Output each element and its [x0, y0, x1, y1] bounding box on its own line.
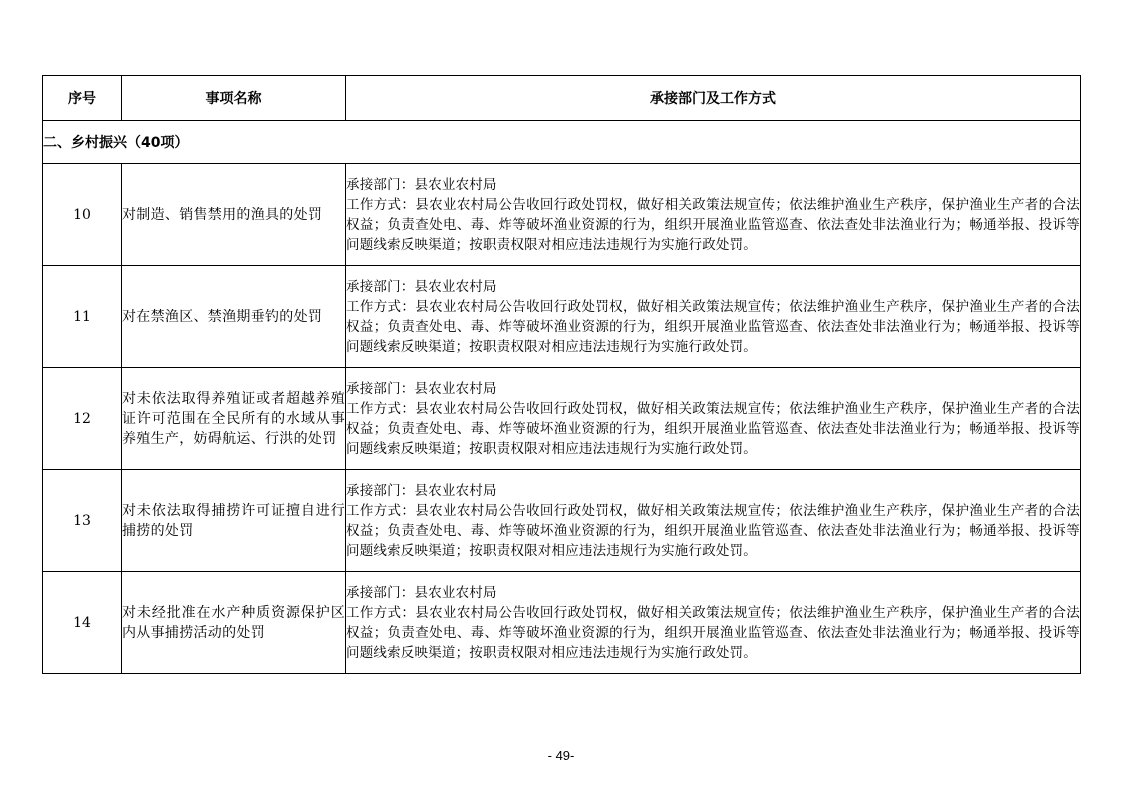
page-number: - 49-	[547, 748, 575, 763]
dept-line: 承接部门：县农业农村局	[346, 176, 497, 193]
dept-line: 承接部门：县农业农村局	[346, 584, 497, 601]
method-text: 工作方式：县农业农村局公告收回行政处罚权，做好相关政策法规宣传；依法维护渔业生产秩序，保护渔业生产者的合法权益；负责查处电、毒、炸等破坏渔业资源的行为，组织开展渔业监管巡查、依法查处非法渔业行为；畅通举报、投诉等问题线索反映渠道；按职责权限对相应违法违规行为实施行政处罚。	[346, 298, 1080, 355]
method-text: 工作方式：县农业农村局公告收回行政处罚权，做好相关政策法规宣传；依法维护渔业生产秩序，保护渔业生产者的合法权益；负责查处电、毒、炸等破坏渔业资源的行为，组织开展渔业监管巡查、依法查处非法渔业行为；畅通举报、投诉等问题线索反映渠道；按职责权限对相应违法违规行为实施行政处罚。	[346, 196, 1080, 253]
table-row	[43, 572, 1081, 674]
item-name: 对未依法取得捕捞许可证擅自进行捕捞的处罚	[122, 470, 346, 572]
header-name: 事项名称	[122, 76, 346, 121]
method-text: 工作方式：县农业农村局公告收回行政处罚权，做好相关政策法规宣传；依法维护渔业生产秩序，保护渔业生产者的合法权益；负责查处电、毒、炸等破坏渔业资源的行为，组织开展渔业监管巡查、依法查处非法渔业行为；畅通举报、投诉等问题线索反映渠道；按职责权限对相应违法违规行为实施行政处罚。	[346, 502, 1080, 559]
header-row	[43, 76, 1081, 121]
table-row	[43, 266, 1081, 368]
table-row	[43, 164, 1081, 266]
header-no: 序号	[43, 76, 122, 121]
section-title: 二、乡村振兴（40项）	[43, 121, 1081, 164]
method-text: 工作方式：县农业农村局公告收回行政处罚权，做好相关政策法规宣传；依法维护渔业生产秩序，保护渔业生产者的合法权益；负责查处电、毒、炸等破坏渔业资源的行为，组织开展渔业监管巡查、依法查处非法渔业行为；畅通举报、投诉等问题线索反映渠道；按职责权限对相应违法违规行为实施行政处罚。	[346, 604, 1080, 661]
table-row	[43, 470, 1081, 572]
item-detail	[346, 164, 1081, 266]
row-number: 13	[43, 470, 122, 572]
item-detail	[346, 572, 1081, 674]
items-table	[42, 75, 1081, 674]
item-name: 对未依法取得养殖证或者超越养殖证许可范围在全民所有的水域从事养殖生产，妨碍航运、行洪的处罚	[122, 368, 346, 470]
row-number: 12	[43, 368, 122, 470]
item-name: 对未经批准在水产种质资源保护区内从事捕捞活动的处罚	[122, 572, 346, 674]
row-number: 14	[43, 572, 122, 674]
dept-line: 承接部门：县农业农村局	[346, 278, 497, 295]
dept-line: 承接部门：县农业农村局	[346, 380, 497, 397]
header-detail: 承接部门及工作方式	[346, 76, 1081, 121]
section-row	[43, 121, 1081, 164]
item-name: 对在禁渔区、禁渔期垂钓的处罚	[122, 266, 346, 368]
item-name: 对制造、销售禁用的渔具的处罚	[122, 164, 346, 266]
row-number: 10	[43, 164, 122, 266]
item-detail	[346, 368, 1081, 470]
method-text: 工作方式：县农业农村局公告收回行政处罚权，做好相关政策法规宣传；依法维护渔业生产秩序，保护渔业生产者的合法权益；负责查处电、毒、炸等破坏渔业资源的行为，组织开展渔业监管巡查、依法查处非法渔业行为；畅通举报、投诉等问题线索反映渠道；按职责权限对相应违法违规行为实施行政处罚。	[346, 400, 1080, 457]
dept-line: 承接部门：县农业农村局	[346, 482, 497, 499]
row-number: 11	[43, 266, 122, 368]
item-detail	[346, 470, 1081, 572]
item-detail	[346, 266, 1081, 368]
table-row	[43, 368, 1081, 470]
